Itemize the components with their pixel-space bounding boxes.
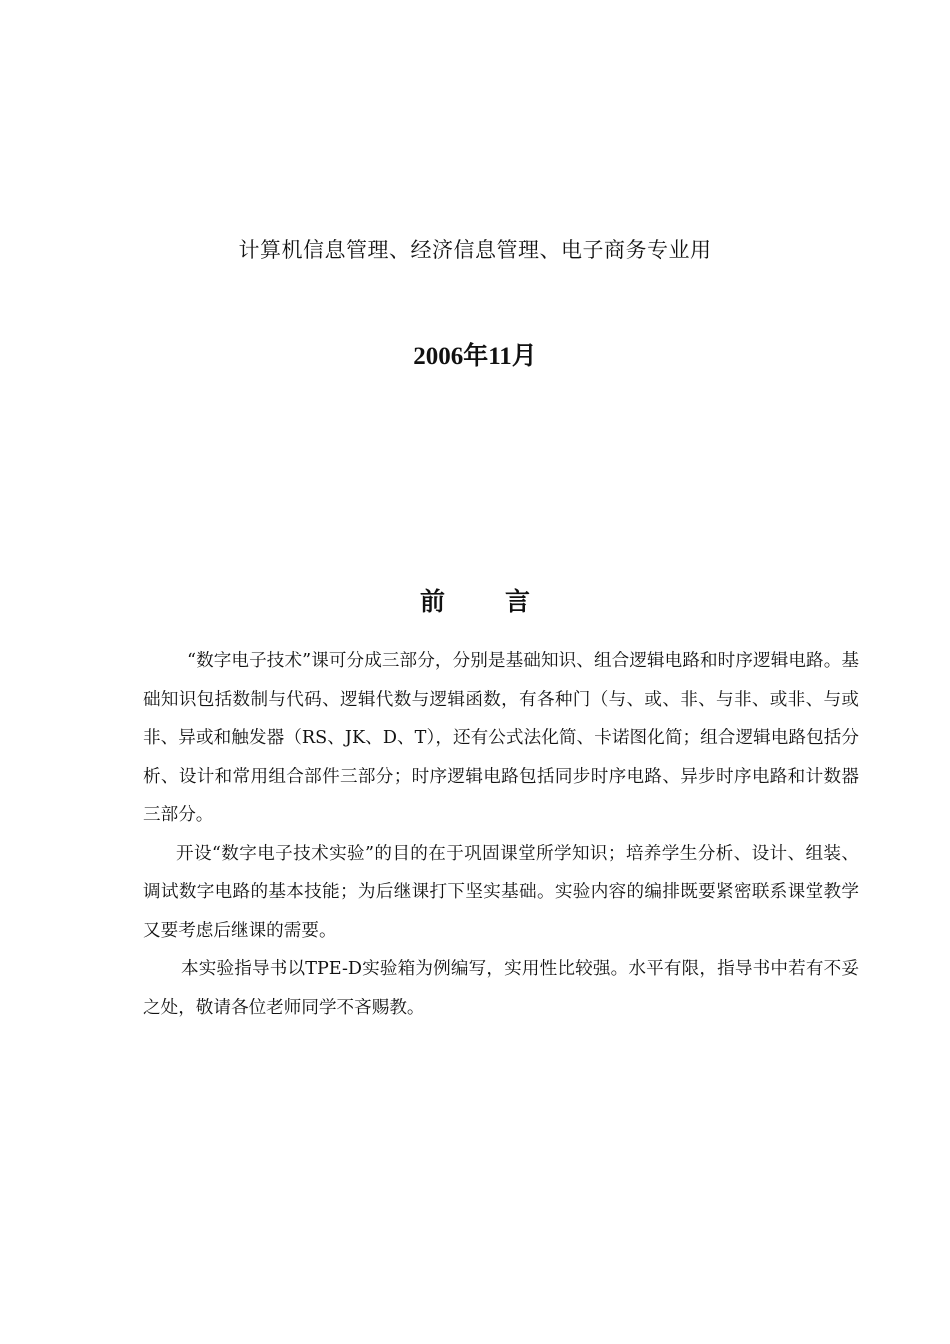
document-subtitle: 计算机信息管理、经济信息管理、电子商务专业用 [238, 238, 712, 262]
preface-title: 前言 [419, 587, 590, 616]
preface-paragraph-2: 开设“数字电子技术实验”的目的在于巩固课堂所学知识；培养学生分析、设计、组装、调试数字电路的基本技能；为后继课打下坚实基础。实验内容的编排既要紧密联系课堂教学又要考虑后继课的需要。 [143, 843, 859, 941]
preface-paragraph-1: “数字电子技术”课可分成三部分，分别是基础知识、组合逻辑电路和时序逻辑电路。基础知识包括数制与代码、逻辑代数与逻辑函数，有各种门（与、或、非、与非、或非、与或非、异或和触发器（RS、JK、D、T），还有公式法化简、卡诺图化简；组合逻辑电路包括分析、设计和常用组合部件三部分；时序逻辑电路包括同步时序电路、异步时序电路和计数器三部分。 [143, 651, 859, 825]
document-date: 2006年11月 [413, 343, 537, 370]
preface-body [143, 642, 859, 1027]
preface-paragraph-3: 本实验指导书以TPE-D实验箱为例编写，实用性比较强。水平有限，指导书中若有不妥之处，敬请各位老师同学不吝赐教。 [143, 959, 859, 1018]
